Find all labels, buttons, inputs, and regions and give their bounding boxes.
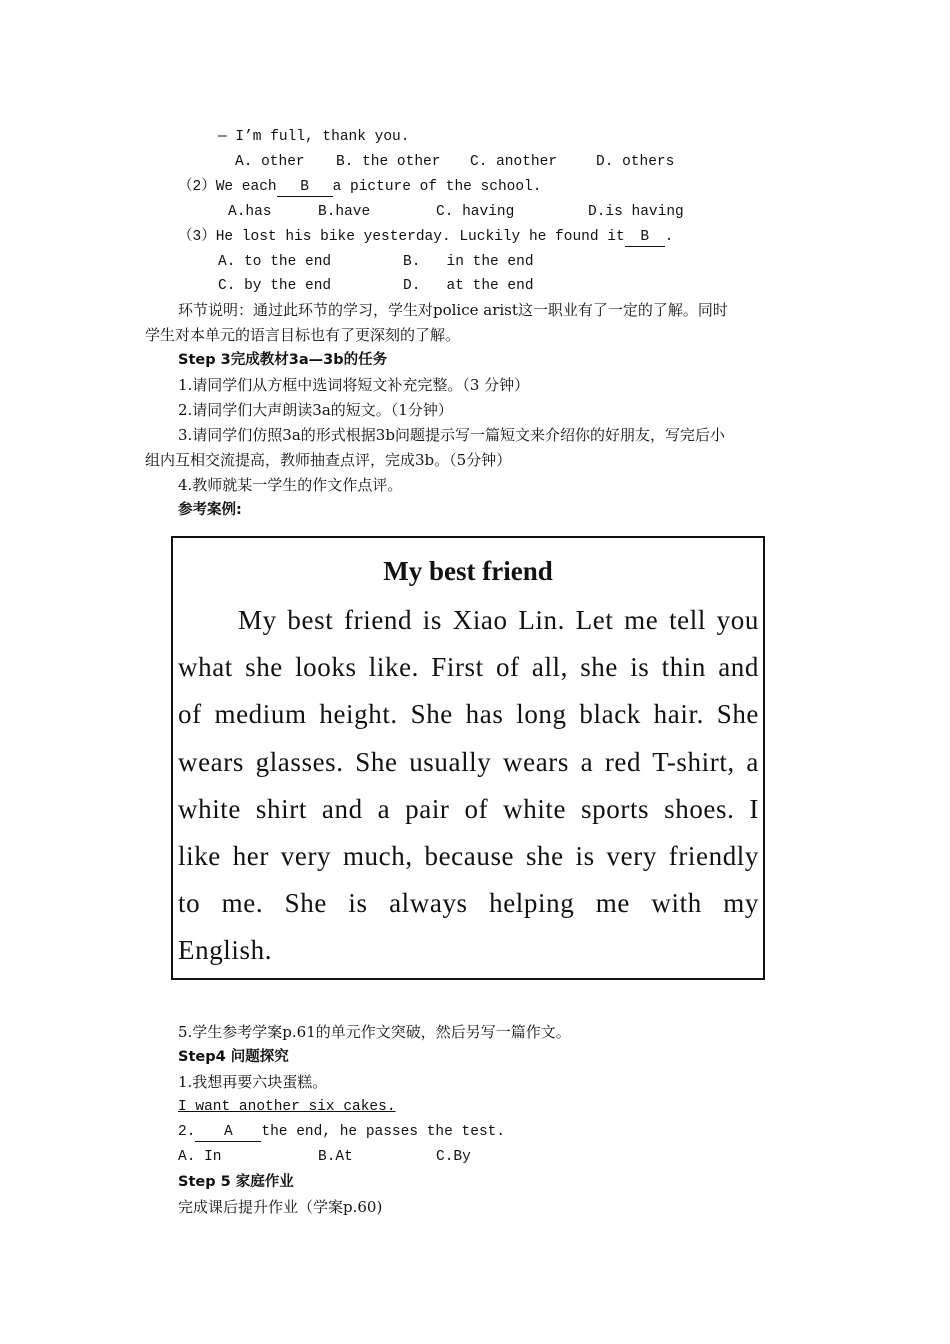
q1-option-c: C. another <box>470 154 558 170</box>
step4-q2-answer-blank: A <box>195 1124 261 1142</box>
q1-option-a: A. other <box>235 154 305 170</box>
step4-q1-answer: I want another six cakes. <box>178 1099 396 1115</box>
step3-item-5: 5.学生参考学案p.61的单元作文突破，然后另写一篇作文。 <box>178 1023 571 1041</box>
step3-heading: Step 3完成教材3a—3b的任务 <box>178 352 388 368</box>
q1-option-d: D. others <box>596 154 675 170</box>
q1-option-b: B. the other <box>336 154 441 170</box>
step3-item-4: 4.教师就某一学生的作文作点评。 <box>178 476 403 494</box>
step4-q2-pre: 2. <box>178 1124 196 1140</box>
step3-item-3-cont: 组内互相交流提高，教师抽查点评，完成3b。（5分钟） <box>145 451 512 469</box>
reference-label: 参考案例: <box>178 502 242 518</box>
step4-q2-option-c: C.By <box>436 1149 471 1165</box>
q2-option-a: A.has <box>228 204 272 220</box>
step3-item-3: 3.请同学们仿照3a的形式根据3b问题提示写一篇短文来介绍你的好朋友，写完后小 <box>178 426 725 444</box>
step4-q2-option-b: B.At <box>318 1149 353 1165</box>
q3-stem <box>178 227 673 247</box>
step5-heading: Step 5 家庭作业 <box>178 1174 294 1190</box>
step4-q2-post: the end, he passes the test. <box>261 1124 506 1140</box>
note-line-1: 环节说明：通过此环节的学习，学生对police arist这一职业有了一定的了解。同时 <box>178 301 728 319</box>
q1-answer-line: — I’m full, thank you. <box>218 129 410 145</box>
q3-option-a: A. to the end <box>218 254 332 270</box>
step4-q1-text: 1.我想再要六块蛋糕。 <box>178 1073 328 1091</box>
note-line-2: 学生对本单元的语言目标也有了更深刻的了解。 <box>145 326 461 344</box>
q3-option-c: C. by the end <box>218 278 332 294</box>
step4-q2-stem <box>178 1122 505 1142</box>
q2-option-b: B.have <box>318 204 371 220</box>
q2-option-c: C. having <box>436 204 515 220</box>
essay-box <box>171 536 765 980</box>
q2-stem-pre: （2）We each <box>178 179 277 195</box>
step3-item-1: 1.请同学们从方框中选词将短文补充完整。（3 分钟） <box>178 376 530 394</box>
q3-stem-post: . <box>664 229 674 245</box>
q2-option-d: D.is having <box>588 204 684 220</box>
step4-heading: Step4 问题探究 <box>178 1049 289 1065</box>
q3-stem-pre: （3）He lost his bike yesterday. Luckily he found it <box>178 229 625 245</box>
step5-text: 完成课后提升作业（学案p.60) <box>178 1198 383 1216</box>
q2-answer-blank: B <box>277 179 333 197</box>
q3-answer-blank: B <box>625 229 665 247</box>
q2-stem <box>178 177 541 197</box>
q2-stem-post: a picture of the school. <box>332 179 542 195</box>
essay-title: My best friend <box>383 556 553 586</box>
step3-item-2: 2.请同学们大声朗读3a的短文。（1分钟） <box>178 401 453 419</box>
step4-q2-option-a: A. In <box>178 1149 222 1165</box>
q3-option-b: B. in the end <box>403 254 534 270</box>
essay-body: My best friend is Xiao Lin. Let me tell you what she looks like. First of all, she is thin and of medium height. She has long black hair. She wears glasses. She usually wears a red T-shirt, a white shirt and a pair of white sports shoes. I like her very much, because she is very friendly to me. She is always helping me with my English. <box>178 605 759 966</box>
q3-option-d: D. at the end <box>403 278 534 294</box>
